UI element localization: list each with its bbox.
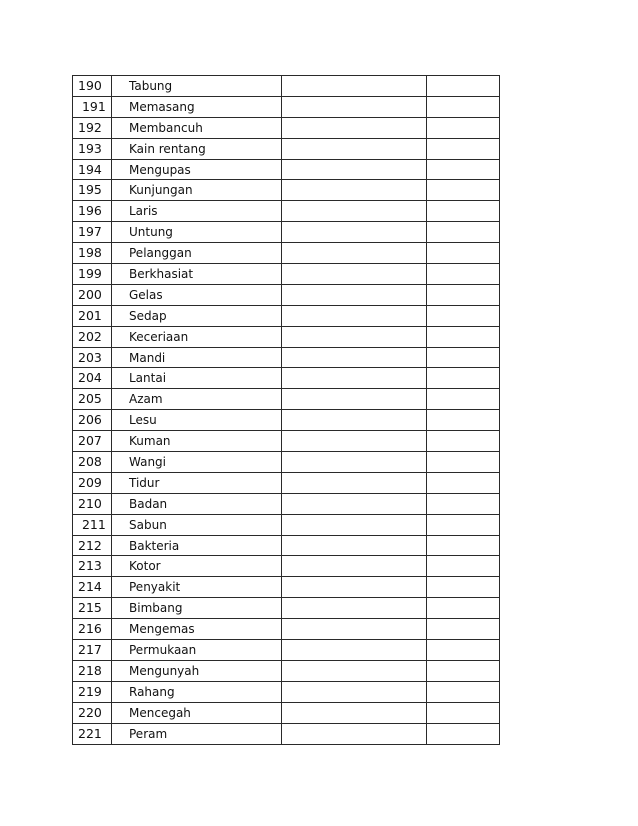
row-number: 202 — [73, 326, 112, 347]
empty-cell — [282, 180, 427, 201]
empty-cell — [282, 96, 427, 117]
row-number: 205 — [73, 389, 112, 410]
row-number: 199 — [73, 264, 112, 285]
empty-cell — [282, 368, 427, 389]
row-number: 208 — [73, 452, 112, 473]
row-word: Rahang — [112, 681, 282, 702]
empty-cell — [427, 681, 500, 702]
empty-cell — [427, 347, 500, 368]
empty-cell — [427, 660, 500, 681]
row-word: Lantai — [112, 368, 282, 389]
table-row — [73, 264, 500, 285]
row-word: Permukaan — [112, 640, 282, 661]
document-page — [72, 75, 499, 745]
row-number: 201 — [73, 305, 112, 326]
row-number: 215 — [73, 598, 112, 619]
row-number: 206 — [73, 410, 112, 431]
table-row — [73, 431, 500, 452]
row-word: Kain rentang — [112, 138, 282, 159]
empty-cell — [427, 96, 500, 117]
empty-cell — [282, 305, 427, 326]
row-word: Mengunyah — [112, 660, 282, 681]
empty-cell — [282, 431, 427, 452]
empty-cell — [427, 619, 500, 640]
row-number: 191 — [73, 96, 112, 117]
row-word: Sedap — [112, 305, 282, 326]
row-number: 192 — [73, 117, 112, 138]
empty-cell — [282, 159, 427, 180]
row-word: Bimbang — [112, 598, 282, 619]
empty-cell — [282, 681, 427, 702]
row-word: Mencegah — [112, 702, 282, 723]
empty-cell — [427, 723, 500, 744]
table-row — [73, 138, 500, 159]
row-word: Tidur — [112, 472, 282, 493]
row-number: 210 — [73, 493, 112, 514]
empty-cell — [427, 159, 500, 180]
empty-cell — [282, 493, 427, 514]
row-number: 217 — [73, 640, 112, 661]
table-row — [73, 96, 500, 117]
empty-cell — [282, 76, 427, 97]
row-number: 218 — [73, 660, 112, 681]
empty-cell — [427, 284, 500, 305]
row-word: Sabun — [112, 514, 282, 535]
row-word: Gelas — [112, 284, 282, 305]
empty-cell — [282, 472, 427, 493]
row-word: Untung — [112, 222, 282, 243]
empty-cell — [282, 138, 427, 159]
table-row — [73, 514, 500, 535]
empty-cell — [282, 660, 427, 681]
row-word: Laris — [112, 201, 282, 222]
table-row — [73, 347, 500, 368]
empty-cell — [282, 452, 427, 473]
empty-cell — [282, 577, 427, 598]
row-word: Azam — [112, 389, 282, 410]
row-number: 211 — [73, 514, 112, 535]
empty-cell — [282, 347, 427, 368]
empty-cell — [427, 243, 500, 264]
empty-cell — [282, 201, 427, 222]
row-number: 200 — [73, 284, 112, 305]
row-word: Mengupas — [112, 159, 282, 180]
empty-cell — [427, 598, 500, 619]
row-word: Kunjungan — [112, 180, 282, 201]
empty-cell — [427, 410, 500, 431]
row-word: Peram — [112, 723, 282, 744]
table-row — [73, 681, 500, 702]
empty-cell — [282, 619, 427, 640]
empty-cell — [282, 514, 427, 535]
empty-cell — [427, 180, 500, 201]
table-row — [73, 472, 500, 493]
empty-cell — [282, 723, 427, 744]
row-number: 219 — [73, 681, 112, 702]
empty-cell — [282, 264, 427, 285]
empty-cell — [427, 535, 500, 556]
empty-cell — [427, 389, 500, 410]
table-row — [73, 389, 500, 410]
row-word: Keceriaan — [112, 326, 282, 347]
empty-cell — [427, 431, 500, 452]
row-word: Membancuh — [112, 117, 282, 138]
empty-cell — [427, 472, 500, 493]
row-number: 220 — [73, 702, 112, 723]
row-number: 221 — [73, 723, 112, 744]
row-number: 213 — [73, 556, 112, 577]
row-number: 204 — [73, 368, 112, 389]
table-row — [73, 159, 500, 180]
row-number: 203 — [73, 347, 112, 368]
empty-cell — [427, 514, 500, 535]
row-word: Lesu — [112, 410, 282, 431]
table-row — [73, 284, 500, 305]
empty-cell — [282, 410, 427, 431]
table-row — [73, 556, 500, 577]
empty-cell — [427, 117, 500, 138]
empty-cell — [282, 535, 427, 556]
row-word: Badan — [112, 493, 282, 514]
table-row — [73, 493, 500, 514]
empty-cell — [427, 138, 500, 159]
empty-cell — [282, 222, 427, 243]
empty-cell — [427, 305, 500, 326]
row-word: Berkhasiat — [112, 264, 282, 285]
row-number: 190 — [73, 76, 112, 97]
empty-cell — [282, 598, 427, 619]
row-word: Wangi — [112, 452, 282, 473]
row-word: Kotor — [112, 556, 282, 577]
table-row — [73, 180, 500, 201]
empty-cell — [427, 452, 500, 473]
row-number: 207 — [73, 431, 112, 452]
table-row — [73, 452, 500, 473]
empty-cell — [282, 284, 427, 305]
row-number: 197 — [73, 222, 112, 243]
table-row — [73, 577, 500, 598]
row-word: Kuman — [112, 431, 282, 452]
row-word: Bakteria — [112, 535, 282, 556]
table-row — [73, 305, 500, 326]
empty-cell — [282, 243, 427, 264]
row-word: Penyakit — [112, 577, 282, 598]
vocabulary-table — [72, 75, 500, 745]
empty-cell — [282, 117, 427, 138]
empty-cell — [282, 556, 427, 577]
empty-cell — [282, 389, 427, 410]
row-number: 216 — [73, 619, 112, 640]
table-row — [73, 117, 500, 138]
empty-cell — [427, 76, 500, 97]
table-row — [73, 619, 500, 640]
empty-cell — [427, 368, 500, 389]
row-word: Pelanggan — [112, 243, 282, 264]
empty-cell — [427, 326, 500, 347]
empty-cell — [427, 264, 500, 285]
table-row — [73, 201, 500, 222]
table-row — [73, 368, 500, 389]
row-number: 212 — [73, 535, 112, 556]
row-number: 198 — [73, 243, 112, 264]
table-row — [73, 535, 500, 556]
empty-cell — [282, 702, 427, 723]
row-number: 196 — [73, 201, 112, 222]
empty-cell — [427, 222, 500, 243]
table-row — [73, 222, 500, 243]
row-word: Memasang — [112, 96, 282, 117]
table-row — [73, 410, 500, 431]
row-number: 195 — [73, 180, 112, 201]
table-row — [73, 326, 500, 347]
table-row — [73, 660, 500, 681]
table-row — [73, 723, 500, 744]
empty-cell — [427, 493, 500, 514]
row-number: 193 — [73, 138, 112, 159]
table-row — [73, 598, 500, 619]
row-word: Tabung — [112, 76, 282, 97]
empty-cell — [427, 640, 500, 661]
empty-cell — [427, 577, 500, 598]
empty-cell — [427, 556, 500, 577]
table-row — [73, 702, 500, 723]
empty-cell — [427, 702, 500, 723]
table-row — [73, 640, 500, 661]
empty-cell — [282, 326, 427, 347]
table-row — [73, 76, 500, 97]
table-body — [73, 76, 500, 745]
row-number: 214 — [73, 577, 112, 598]
row-number: 209 — [73, 472, 112, 493]
empty-cell — [282, 640, 427, 661]
table-row — [73, 243, 500, 264]
row-word: Mengemas — [112, 619, 282, 640]
empty-cell — [427, 201, 500, 222]
row-number: 194 — [73, 159, 112, 180]
row-word: Mandi — [112, 347, 282, 368]
